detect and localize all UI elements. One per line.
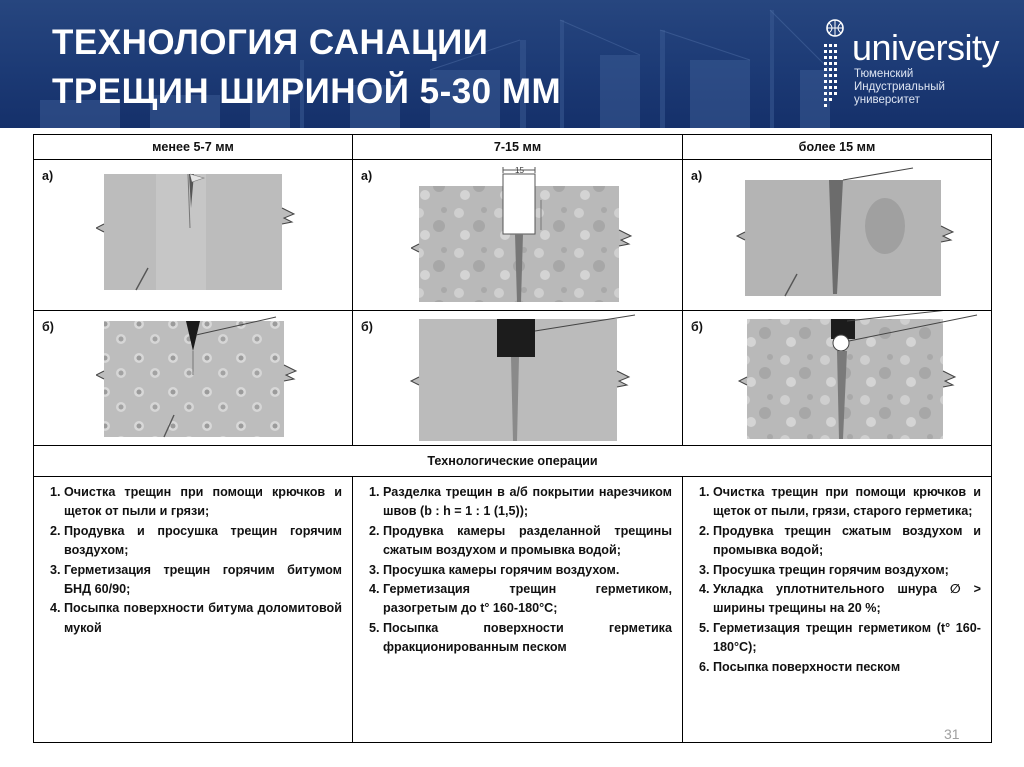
list-item: 1. Очистка трещин при помощи крючков и щеток от пыли, грязи, старого герметика; [713,483,981,522]
header-banner [0,0,1024,128]
logo-subtitle-line-3: университет [854,94,920,106]
operations-col-1 [34,477,353,743]
crack-diagram-2a [411,164,643,306]
operations-header: Технологические операции [34,446,992,477]
logo-wordmark: university [852,27,1000,68]
cell-1b [34,311,353,446]
page-title [52,18,561,116]
crack-diagram-2b [407,311,647,443]
label-a: а) [42,169,54,183]
list-item: 4. Герметизация трещин герметиком, разогретым до t° 160-180°С; [383,580,672,619]
column-header-2: 7-15 мм [353,135,683,160]
logo-subtitle [854,68,945,107]
list-item: 2. Продувка камеры разделанной трещины сжатым воздухом и промывка водой; [383,522,672,561]
title-line-2: ТРЕЩИН ШИРИНОЙ 5-30 ММ [52,72,562,111]
list-item: 4. Посыпка поверхности битума доломитовой мукой [64,599,342,638]
list-item: 5. Герметизация трещин герметиком (t° 160-180°С); [713,619,981,658]
operations-list-1 [42,483,342,638]
label-b: б) [361,320,373,334]
crack-diagram-1a [96,168,328,298]
operations-col-3 [683,477,992,743]
list-item: 2. Продувка трещин сжатым воздухом и промывка водой; [713,522,981,561]
cell-2b [353,311,683,446]
title-line-1: ТЕХНОЛОГИЯ САНАЦИИ [52,23,489,62]
logo-subtitle-line-1: Тюменский [854,68,914,80]
list-item: 1. Очистка трещин при помощи крючков и щеток от пыли и грязи; [64,483,342,522]
logo-subtitle-line-2: Индустриальный [854,81,945,93]
operations-list-3 [691,483,981,677]
page-number: 31 [944,726,960,742]
crack-diagram-3b [737,311,985,443]
column-header-3: более 15 мм [683,135,992,160]
university-logo [822,14,1012,114]
label-a: а) [691,169,703,183]
list-item: 2. Продувка и просушка трещин горячим воздухом; [64,522,342,561]
list-item: 3. Герметизация трещин горячим битумом БНД 60/90; [64,561,342,600]
label-a: а) [361,169,373,183]
cell-3b [683,311,992,446]
label-b: б) [42,320,54,334]
list-item: 4. Укладка уплотнительного шнура ∅ > ширины трещины на 20 %; [713,580,981,619]
column-header-1: менее 5-7 мм [34,135,353,160]
dimension-label: 15 [515,166,524,175]
technology-table [33,134,992,743]
crack-diagram-1b [96,315,336,441]
list-item: 3. Просушка камеры горячим воздухом. [383,561,672,580]
cell-3a [683,160,992,311]
operations-col-2 [353,477,683,743]
operations-list-2 [361,483,672,658]
list-item: 6. Посыпка поверхности песком [713,658,981,677]
crack-diagram-3a [735,166,967,302]
globe-icon [822,18,848,114]
cell-1a [34,160,353,311]
list-item: 1. Разделка трещин в а/б покрытии нарезчиком швов (b : h = 1 : 1 (1,5)); [383,483,672,522]
list-item: 3. Просушка трещин горячим воздухом; [713,561,981,580]
label-b: б) [691,320,703,334]
list-item: 5. Посыпка поверхности герметика фракционированным песком [383,619,672,658]
cell-2a [353,160,683,311]
